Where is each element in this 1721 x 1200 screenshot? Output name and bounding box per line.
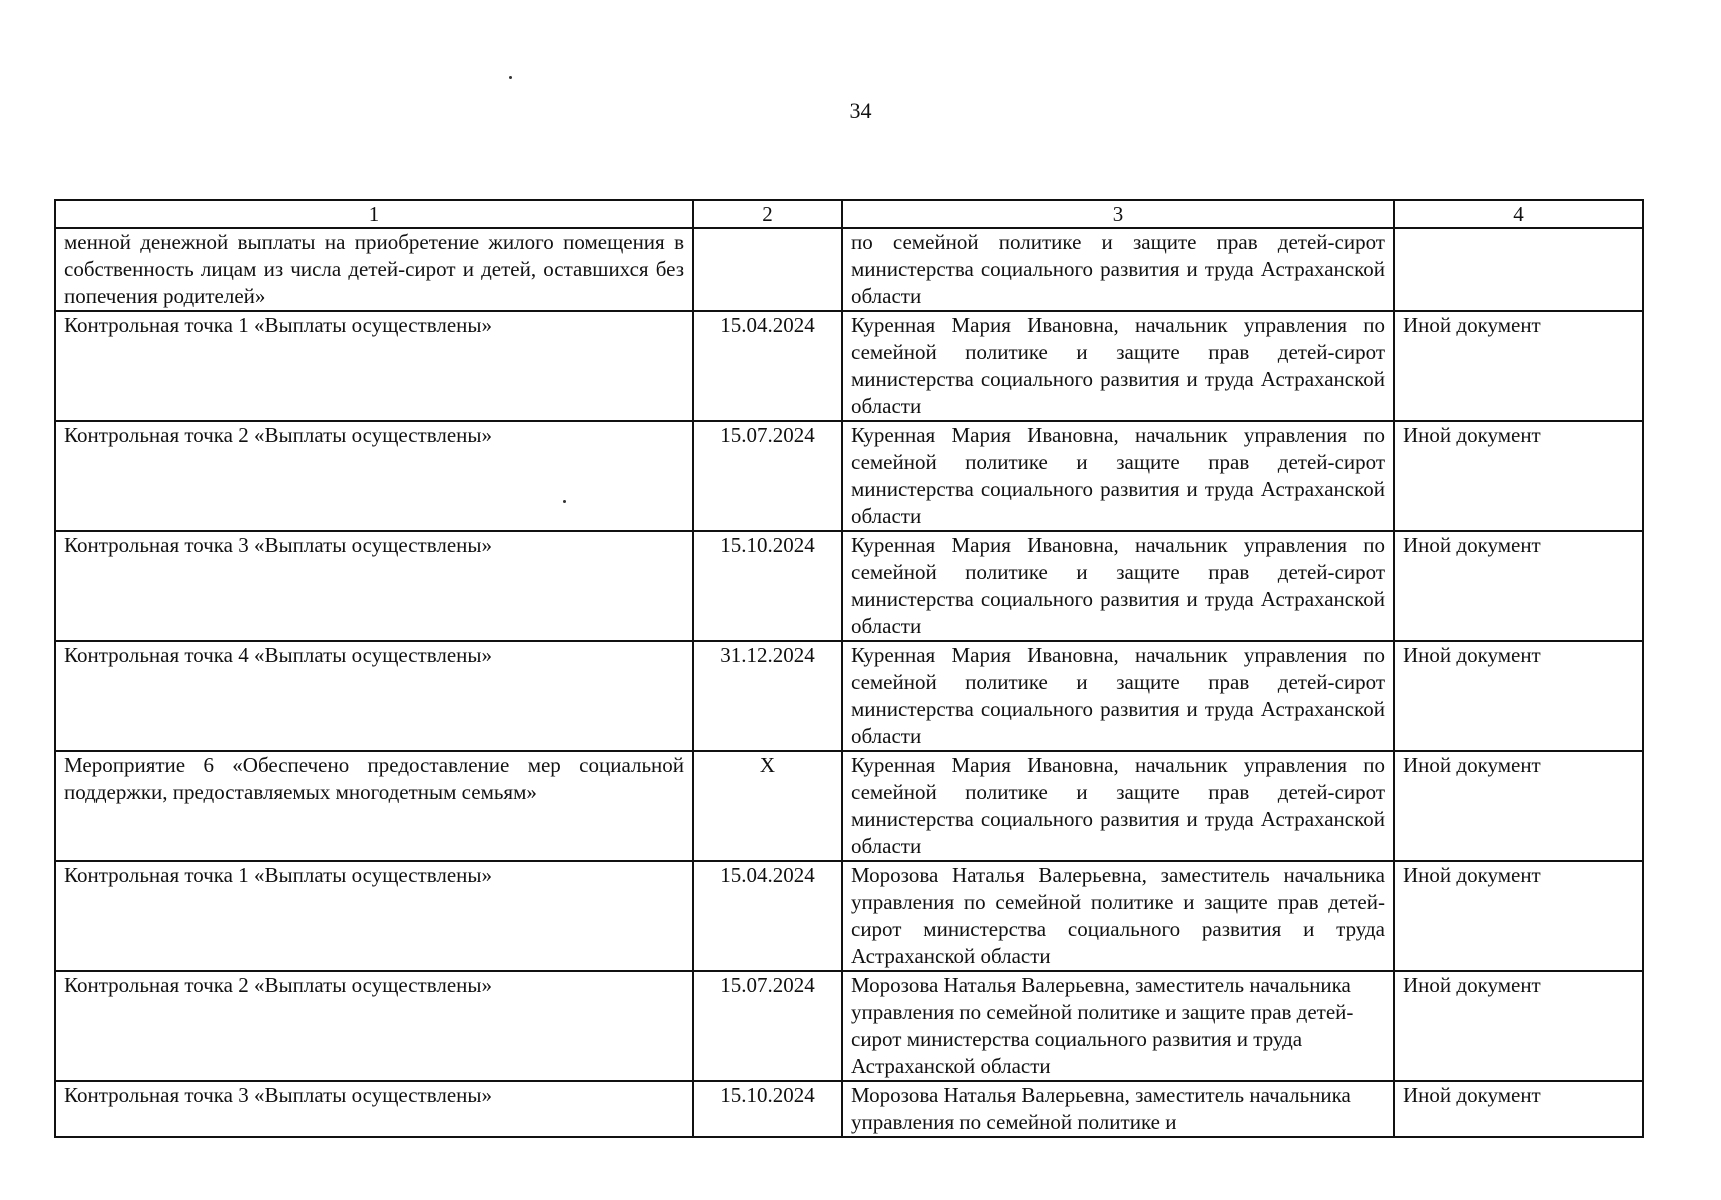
table-row <box>55 971 1643 1081</box>
event-name-cell: Мероприятие 6 «Обеспечено предоставление мер социальной поддержки, предоставляемых многодетным семьям» <box>55 751 693 861</box>
event-name-cell: Контрольная точка 1 «Выплаты осуществлены» <box>55 311 693 421</box>
document-cell: Иной документ <box>1394 531 1643 641</box>
date-cell <box>693 228 842 311</box>
plan-table <box>54 199 1644 1138</box>
date-cell: X <box>693 751 842 861</box>
date-cell: 15.10.2024 <box>693 1081 842 1137</box>
date-cell: 15.04.2024 <box>693 311 842 421</box>
event-name-cell: Контрольная точка 2 «Выплаты осуществлены» <box>55 421 693 531</box>
event-name-cell: Контрольная точка 2 «Выплаты осуществлены» <box>55 971 693 1081</box>
event-name-cell: менной денежной выплаты на приобретение жилого помещения в собственность лицам из числа детей-сирот и детей, оставшихся без попечения родителей» <box>55 228 693 311</box>
responsible-cell: Морозова Наталья Валерьевна, заместитель начальника управления по семейной политике и <box>842 1081 1394 1137</box>
table-row <box>55 751 1643 861</box>
date-cell: 15.04.2024 <box>693 861 842 971</box>
document-cell <box>1394 228 1643 311</box>
event-name-cell: Контрольная точка 4 «Выплаты осуществлены» <box>55 641 693 751</box>
table-row <box>55 311 1643 421</box>
event-name-cell: Контрольная точка 3 «Выплаты осуществлены» <box>55 531 693 641</box>
table-row <box>55 228 1643 311</box>
event-name-cell: Контрольная точка 1 «Выплаты осуществлены» <box>55 861 693 971</box>
date-cell: 15.07.2024 <box>693 971 842 1081</box>
table-row <box>55 421 1643 531</box>
responsible-cell: Куренная Мария Ивановна, начальник управления по семейной политике и защите прав детей-сирот министерства социального развития и труда Астраханской области <box>842 751 1394 861</box>
column-header: 3 <box>842 200 1394 228</box>
page-number: 34 <box>849 98 872 123</box>
date-cell: 15.07.2024 <box>693 421 842 531</box>
responsible-cell: Куренная Мария Ивановна, начальник управления по семейной политике и защите прав детей-сирот министерства социального развития и труда Астраханской области <box>842 641 1394 751</box>
column-header: 1 <box>55 200 693 228</box>
responsible-cell: Морозова Наталья Валерьевна, заместитель начальника управления по семейной политике и защите прав детей-сирот министерства социального развития и труда Астраханской области <box>842 861 1394 971</box>
responsible-cell: Куренная Мария Ивановна, начальник управления по семейной политике и защите прав детей-сирот министерства социального развития и труда Астраханской области <box>842 311 1394 421</box>
responsible-cell: Куренная Мария Ивановна, начальник управления по семейной политике и защите прав детей-сирот министерства социального развития и труда Астраханской области <box>842 421 1394 531</box>
column-header: 2 <box>693 200 842 228</box>
table-row <box>55 1081 1643 1137</box>
date-cell: 15.10.2024 <box>693 531 842 641</box>
table-row <box>55 861 1643 971</box>
document-cell: Иной документ <box>1394 311 1643 421</box>
header-row <box>55 200 1643 228</box>
event-name-cell: Контрольная точка 3 «Выплаты осуществлены» <box>55 1081 693 1137</box>
table-row <box>55 641 1643 751</box>
table-row <box>55 531 1643 641</box>
responsible-cell: по семейной политике и защите прав детей-сирот министерства социального развития и труда Астраханской области <box>842 228 1394 311</box>
document-cell: Иной документ <box>1394 1081 1643 1137</box>
document-cell: Иной документ <box>1394 751 1643 861</box>
responsible-cell: Морозова Наталья Валерьевна, заместитель начальника управления по семейной политике и защите прав детей-сирот министерства социального развития и труда Астраханской области <box>842 971 1394 1081</box>
date-cell: 31.12.2024 <box>693 641 842 751</box>
responsible-cell: Куренная Мария Ивановна, начальник управления по семейной политике и защите прав детей-сирот министерства социального развития и труда Астраханской области <box>842 531 1394 641</box>
document-cell: Иной документ <box>1394 861 1643 971</box>
document-cell: Иной документ <box>1394 421 1643 531</box>
document-cell: Иной документ <box>1394 641 1643 751</box>
document-cell: Иной документ <box>1394 971 1643 1081</box>
column-header: 4 <box>1394 200 1643 228</box>
scan-speck <box>509 76 512 79</box>
